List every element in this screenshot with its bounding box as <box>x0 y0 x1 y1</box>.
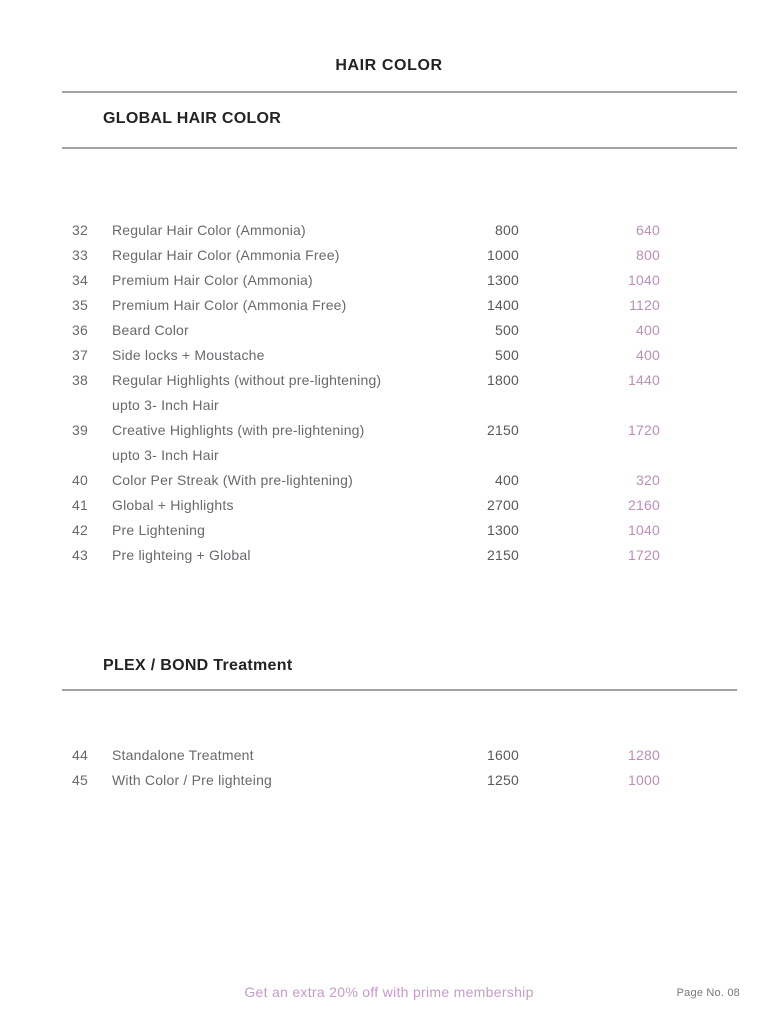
price-table-global-hair-color <box>62 218 737 568</box>
divider-global-hair-color <box>62 147 737 149</box>
item-price: 1400 <box>487 297 519 313</box>
item-discount-price: 1440 <box>628 372 660 388</box>
item-number: 36 <box>72 322 88 338</box>
item-discount-price: 2160 <box>628 497 660 513</box>
item-number: 40 <box>72 472 88 488</box>
item-price: 500 <box>495 347 519 363</box>
item-discount-price: 1040 <box>628 522 660 538</box>
table-row-note <box>62 443 737 468</box>
item-price: 800 <box>495 222 519 238</box>
table-row <box>62 293 737 318</box>
table-row <box>62 218 737 243</box>
item-price: 2150 <box>487 547 519 563</box>
item-number: 41 <box>72 497 88 513</box>
item-name: Side locks + Moustache <box>112 347 265 363</box>
table-row <box>62 468 737 493</box>
item-name: Pre Lightening <box>112 522 206 538</box>
section-heading-plex-bond: PLEX / BOND Treatment <box>103 657 293 674</box>
item-price: 1800 <box>487 372 519 388</box>
table-row <box>62 368 737 393</box>
item-discount-price: 800 <box>636 247 660 263</box>
item-number: 38 <box>72 372 88 388</box>
item-number: 45 <box>72 772 88 788</box>
item-discount-price: 400 <box>636 347 660 363</box>
item-number: 42 <box>72 522 88 538</box>
item-discount-price: 320 <box>636 472 660 488</box>
item-discount-price: 1720 <box>628 422 660 438</box>
table-row <box>62 743 737 768</box>
page-number: Page No. 08 <box>676 987 740 999</box>
item-price: 1300 <box>487 522 519 538</box>
item-name: With Color / Pre lighteing <box>112 772 273 788</box>
item-price: 1300 <box>487 272 519 288</box>
promo-banner: Get an extra 20% off with prime membership <box>244 984 534 1000</box>
divider-top <box>62 91 737 93</box>
item-name: Premium Hair Color (Ammonia) <box>112 272 313 288</box>
item-note: upto 3- Inch Hair <box>112 447 219 463</box>
item-number: 37 <box>72 347 88 363</box>
item-discount-price: 1720 <box>628 547 660 563</box>
table-row <box>62 543 737 568</box>
table-row <box>62 318 737 343</box>
item-discount-price: 1280 <box>628 747 660 763</box>
item-name: Pre lighteing + Global <box>112 547 251 563</box>
divider-plex-bond <box>62 689 737 691</box>
item-price: 2700 <box>487 497 519 513</box>
item-name: Global + Highlights <box>112 497 234 513</box>
item-number: 44 <box>72 747 88 763</box>
table-row <box>62 518 737 543</box>
item-name: Regular Hair Color (Ammonia) <box>112 222 306 238</box>
item-number: 43 <box>72 547 88 563</box>
item-discount-price: 1000 <box>628 772 660 788</box>
table-row <box>62 243 737 268</box>
table-row <box>62 343 737 368</box>
table-row <box>62 493 737 518</box>
item-discount-price: 400 <box>636 322 660 338</box>
item-name: Standalone Treatment <box>112 747 254 763</box>
item-number: 32 <box>72 222 88 238</box>
item-price: 1600 <box>487 747 519 763</box>
item-name: Premium Hair Color (Ammonia Free) <box>112 297 347 313</box>
item-price: 2150 <box>487 422 519 438</box>
item-number: 39 <box>72 422 88 438</box>
item-number: 33 <box>72 247 88 263</box>
item-name: Regular Highlights (without pre-lightening) <box>112 372 382 388</box>
section-heading-global-hair-color: GLOBAL HAIR COLOR <box>103 110 282 127</box>
page-title: HAIR COLOR <box>335 57 443 74</box>
item-discount-price: 1120 <box>629 297 660 313</box>
table-row <box>62 768 737 793</box>
item-price: 500 <box>495 322 519 338</box>
item-discount-price: 1040 <box>628 272 660 288</box>
table-row <box>62 418 737 443</box>
item-name: Beard Color <box>112 322 189 338</box>
item-name: Regular Hair Color (Ammonia Free) <box>112 247 340 263</box>
item-discount-price: 640 <box>636 222 660 238</box>
item-name: Color Per Streak (With pre-lightening) <box>112 472 354 488</box>
item-price: 1250 <box>487 772 519 788</box>
item-name: Creative Highlights (with pre-lightening) <box>112 422 365 438</box>
table-row <box>62 268 737 293</box>
item-note: upto 3- Inch Hair <box>112 397 219 413</box>
item-number: 34 <box>72 272 88 288</box>
price-table-plex-bond <box>62 743 737 793</box>
item-price: 400 <box>495 472 519 488</box>
item-price: 1000 <box>487 247 519 263</box>
item-number: 35 <box>72 297 88 313</box>
table-row-note <box>62 393 737 418</box>
